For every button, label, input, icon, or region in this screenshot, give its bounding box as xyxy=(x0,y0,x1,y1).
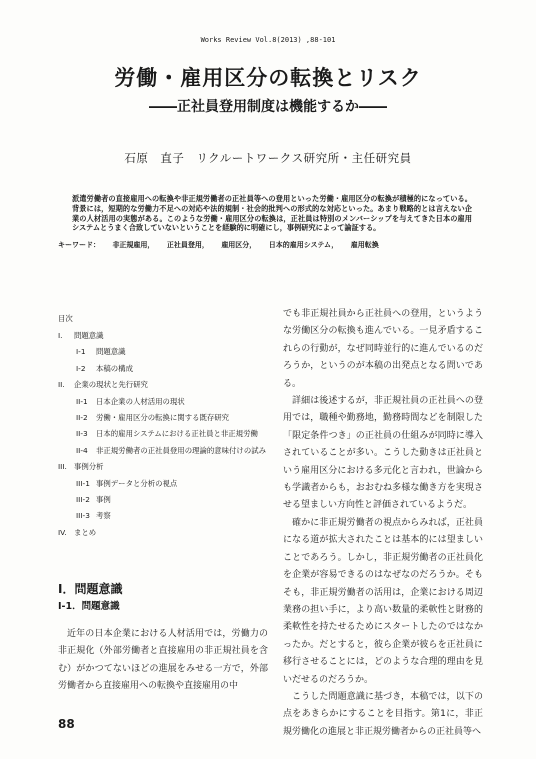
keywords-label: キーワード： xyxy=(58,241,100,249)
toc-item-number: II. xyxy=(58,380,65,390)
body-text-left xyxy=(58,626,268,696)
toc-item-number: II-1 xyxy=(76,396,88,406)
toc-item-number: I-1 xyxy=(76,347,86,357)
article-title: 労働・雇用区分の転換とリスク xyxy=(114,66,422,90)
toc-item-text: 問題意識 xyxy=(74,331,104,340)
toc-item-text: 労働・雇用区分の転換に関する既存研究 xyxy=(96,413,230,423)
paragraph: こうした問題意識に基づき，本稿では，以下の点をあきらかにすることを目指す。第1に，非正規労働化の進展と非正規労働者からの正社員等へ xyxy=(283,691,483,737)
toc-item xyxy=(58,508,268,524)
keywords xyxy=(58,240,488,250)
body-text-right xyxy=(283,306,483,741)
toc-item-text: まとめ xyxy=(74,527,97,537)
toc-item-number: III. xyxy=(58,462,67,472)
toc-heading: 目次 xyxy=(58,314,73,323)
toc-item-text: 本稿の構成 xyxy=(96,363,133,373)
toc-item-number: II-3 xyxy=(76,429,88,439)
journal-header: Works Review Vol.8(2013) ,88-101 xyxy=(200,36,336,44)
toc-item-number: IV. xyxy=(58,527,67,537)
table-of-contents xyxy=(58,313,268,541)
toc-item xyxy=(58,394,268,410)
toc-item-number: I-2 xyxy=(76,363,86,373)
toc-item xyxy=(58,525,268,541)
toc-item-text: 事例 xyxy=(96,495,111,505)
toc-item xyxy=(58,344,268,360)
toc-item xyxy=(58,377,268,393)
page-number: 88 xyxy=(58,717,75,731)
keyword: 雇用区分， xyxy=(221,241,257,249)
toc-item-number: III-1 xyxy=(76,478,90,488)
toc-item-text: 問題意識 xyxy=(96,347,126,357)
toc-item-text: 事例分析 xyxy=(74,462,104,472)
toc-item-text: 考察 xyxy=(96,511,111,521)
toc-item xyxy=(58,361,268,377)
toc-item-number: I. xyxy=(58,331,63,340)
toc-item-number: II-2 xyxy=(76,413,88,423)
toc-list xyxy=(58,328,268,541)
keyword: 日本的雇用システム， xyxy=(268,241,339,249)
toc-item-text: 事例データと分析の視点 xyxy=(96,478,178,488)
paragraph: 詳細は後述するが，非正規社員の正社員への登用では，職種や勤務地，勤務時間などを制限した「限定条件つき」の正社員の仕組みが同時に導入されていることが多い。こうした動きは正社員という雇用区分における多元化と言われ，世論からも学識者からも，おおむね多様な働き方を実現させる望ましい方向性と評価されているようだ。 xyxy=(283,396,483,511)
toc-item-number: III-3 xyxy=(76,511,90,521)
article-subtitle: ――正社員登用制度は機能するか―― xyxy=(149,99,387,115)
toc-item-text: 日本的雇用システムにおける正社員と非正規労働 xyxy=(96,429,258,439)
paragraph: 確かに非正規労働者の視点からみれば，正社員になる道が拡大されたことは基本的には望ましいことであろう。しかし，非正規労働者の正社員化を企業が容易できるのはなぜなのだろうか。そもそも，非正規労働者の活用は，企業における周辺業務の担い手に，より高い数量的柔軟性と財務的柔軟性を持たせるためにスタートしたのではなかったか。だとすると，彼ら企業が彼らを正社員に移行させることには，どのような合理的理由を見いだせるのだろうか。 xyxy=(283,517,483,685)
section-heading: I．問題意識 xyxy=(58,582,123,596)
author-line: 石原 直子 リクルートワークス研究所・主任研究員 xyxy=(124,151,412,165)
toc-item xyxy=(58,410,268,426)
toc-item-number: III-2 xyxy=(76,495,90,505)
toc-item xyxy=(58,476,268,492)
toc-item xyxy=(58,443,268,459)
toc-item-text: 日本企業の人材活用の現状 xyxy=(96,396,185,406)
toc-item xyxy=(58,459,268,475)
toc-item-text: 非正規労働者の正社員登用の理論的意味付けの試み xyxy=(96,445,266,455)
toc-item-text: 企業の現状と先行研究 xyxy=(74,380,148,390)
toc-item-number: II-4 xyxy=(76,445,88,455)
paragraph: 近年の日本企業における人材活用では，労働力の非正規化（外部労働者と直接雇用の非正規社員を含む）がかつてないほどの進展をみせる一方で，外部労働者から直接雇用への転換や直接雇用の中 xyxy=(58,629,268,692)
paragraph: でも非正規社員から正社員への登用，というような労働区分の転換も進んでいる。一見矛盾するこれらの行動が，なぜ同時並行的に進んでいるのだろうか，というのが本稿の出発点となる問いである。 xyxy=(283,309,483,389)
abstract: 派遣労働者の直接雇用への転換や非正規労働者の正社員等への登用といった労働・雇用区分の転換が積極的になっている。背景には，短期的な労働力不足への対応や法的規制・社会的批判への形式的な対応といった。あまり戦略的とは言えない企業の人材活用の実態がある。このような労働・雇用区分の転換は，正社員は特別のメンバーシップを与えてきた日本の雇用システムとうまく合致していないということを経験的に明確にし，事例研究によって論証する。 xyxy=(72,194,472,233)
subsection-heading: I-1．問題意識 xyxy=(58,601,120,612)
keyword: 正社員登用， xyxy=(166,241,209,249)
keyword: 雇用転換 xyxy=(350,241,379,249)
keyword: 非正規雇用， xyxy=(112,241,155,249)
toc-item xyxy=(58,492,268,508)
toc-item xyxy=(58,328,268,344)
toc-item xyxy=(58,426,268,442)
